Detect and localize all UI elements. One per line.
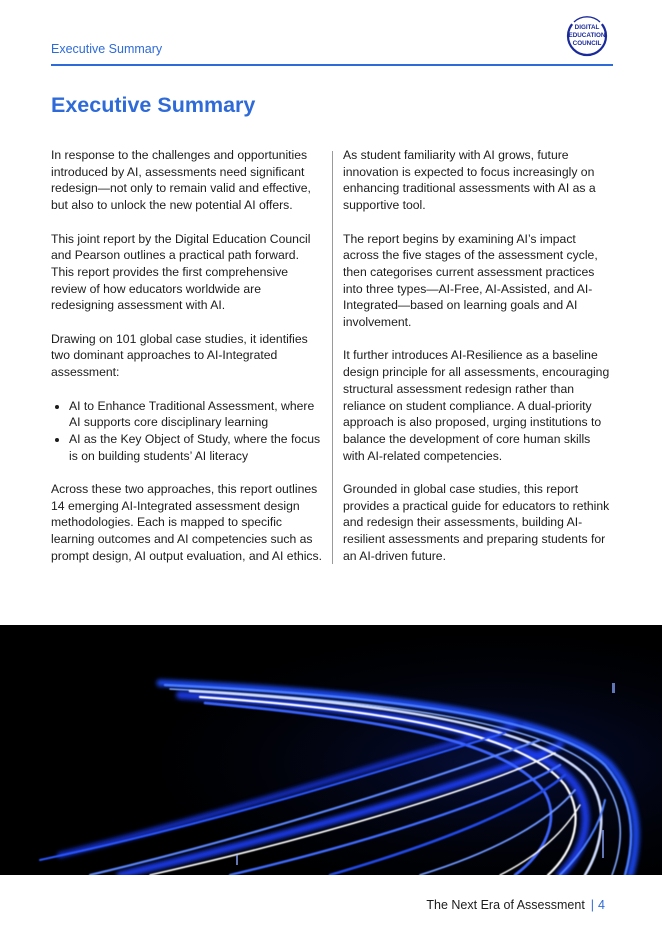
right-column (343, 147, 615, 581)
light-trails-image (0, 625, 662, 875)
logo-text-line-3: COUNCIL (572, 40, 602, 47)
logo-text-line-1: DIGITAL (574, 24, 600, 31)
light-trails-photo (0, 625, 662, 875)
header-divider (51, 64, 613, 66)
header-section-label: Executive Summary (51, 42, 163, 56)
left-paragraph-4: Across these two approaches, this report outlines 14 emerging AI-Integrated assessment design methodologies. Each is mapped to specific learning outcomes and AI competencies such as prompt design, AI output evaluation, and AI ethics. (51, 482, 323, 563)
logo-text-line-2: EDUCATION (568, 32, 606, 39)
right-paragraph-2: The report begins by examining AI’s impact across the five stages of the assessment cycle, then categorises current assessment practices into three types—AI-Free, AI-Assisted, and AI-Integrated—based on learning goals and AI involvement. (343, 231, 598, 330)
right-paragraph-1: As student familiarity with AI grows, future innovation is expected to focus increasingly on enhancing traditional assessments with AI as a supportive tool. (343, 148, 596, 213)
column-divider (332, 151, 333, 564)
left-paragraph-2: This joint report by the Digital Education Council and Pearson outlines a practical path forward. This report provides the first comprehensive review of how educators worldwide are redesigning assessment with AI. (51, 231, 311, 313)
footer-title: The Next Era of Assessment (426, 898, 585, 912)
list-item: • AI to Enhance Traditional Assessment, where AI supports core disciplinary learning (69, 398, 325, 431)
right-paragraph-3: It further introduces AI-Resilience as a baseline design principle for all assessments, encouraging structural assessment redesign rather than reliance on student compliance. A dual-priority approach is also proposed, urging institutions to balance the development of core human skills with AI-related competencies. (343, 348, 610, 463)
page-title: Executive Summary (51, 93, 256, 117)
list-item: • AI as the Key Object of Study, where the focus is on building students’ AI literacy (69, 431, 325, 464)
left-paragraph-3: Drawing on 101 global case studies, it identifies two dominant approaches to AI-Integrated assessment: (51, 331, 308, 380)
left-paragraph-1: In response to the challenges and opportunities introduced by AI, assessments need significant redesign—not only to remain valid and effective, but also to unlock the new potential AI offers. (51, 148, 311, 213)
page-number: 4 (598, 898, 605, 912)
footer-separator: | (590, 898, 595, 912)
right-paragraph-4: Grounded in global case studies, this report provides a practical guide for educators to rethink and redesign their assessments, building AI-resilient assessments and preparing students for an AI-driven future. (343, 482, 610, 563)
digital-education-council-logo (562, 14, 612, 58)
page-footer (426, 898, 605, 912)
left-column (51, 147, 325, 581)
approaches-list (51, 398, 325, 465)
